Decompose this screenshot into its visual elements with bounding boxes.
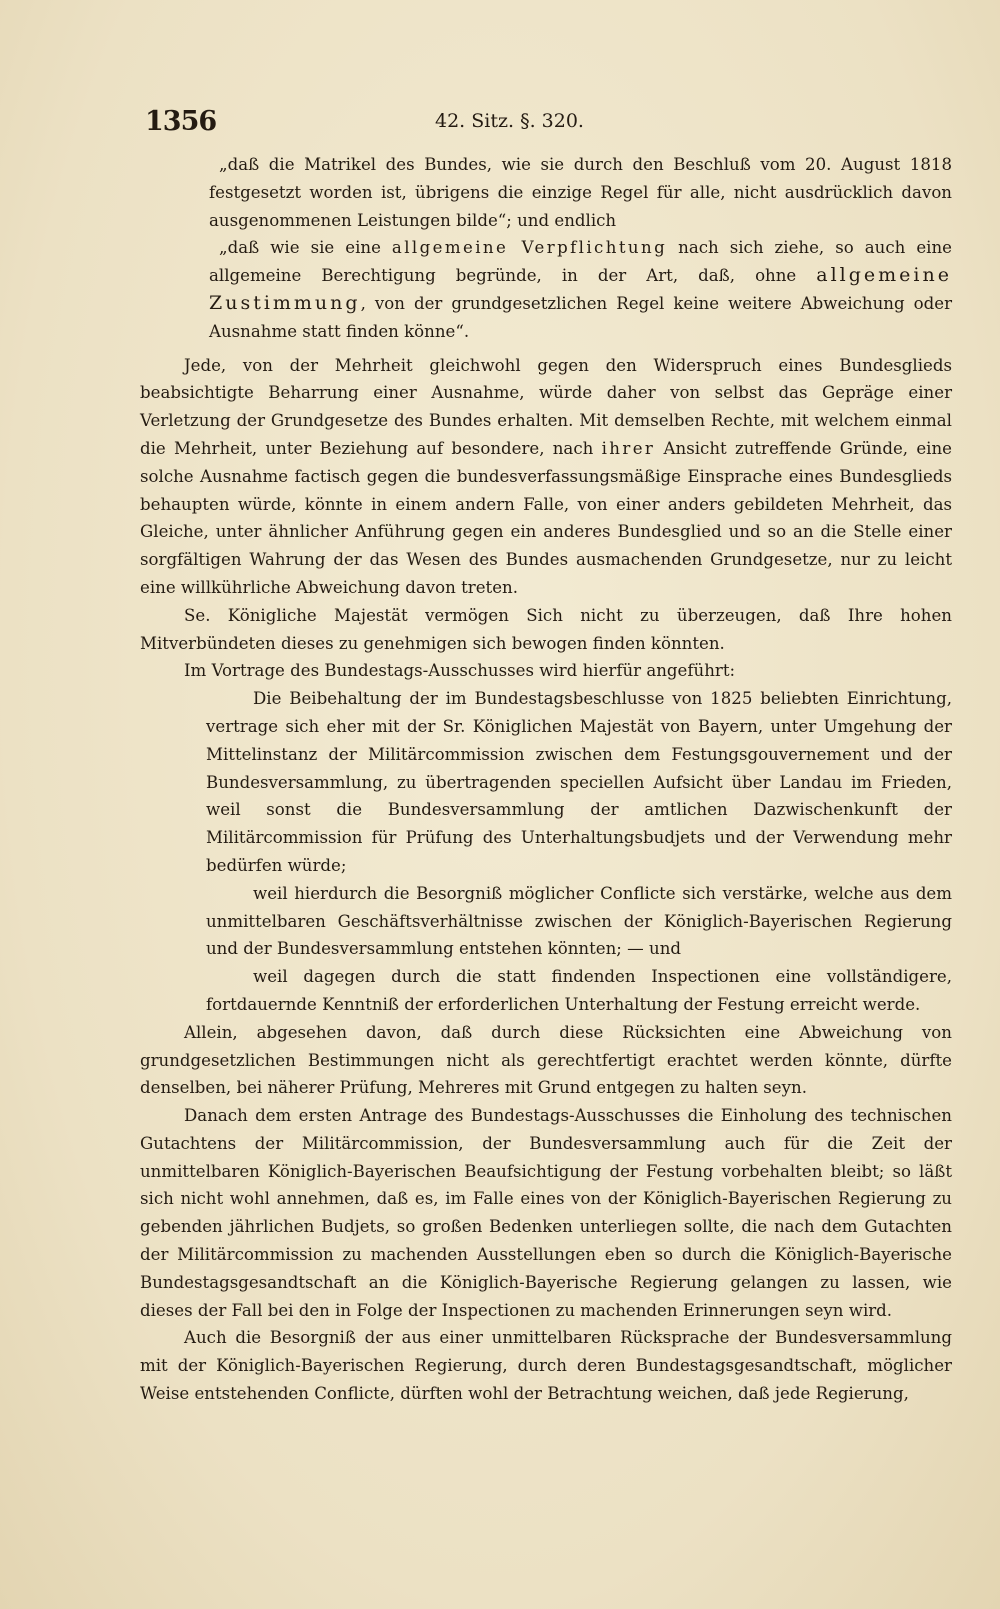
quote-text: „daß die Matrikel des Bundes, wie sie durch den Beschluß vom 20. August 1818 festgesetzt worden ist, übrigens die einzige Regel für alle, nicht ausdrücklich davon ausgenommenen Leistungen bilde“; und endlich	[209, 155, 952, 230]
quote-paragraph-1	[209, 151, 952, 234]
quote-block	[209, 151, 952, 346]
quote-paragraph-2	[209, 234, 952, 345]
quote-text-part: „daß wie sie eine	[219, 238, 392, 258]
page-header	[145, 106, 950, 142]
quote-text-part: nach sich ziehe, so auch eine allgemeine Berechtigung begründe, in der Art, daß, ohne	[209, 238, 952, 286]
argument-item: weil hierdurch die Besorgniß möglicher Conflicte sich verstärke, welche aus dem unmittelbaren Geschäftsverhältnisse zwischen der Königlich-Bayerischen Regierung und der Bundesversammlung entstehen könnten; — und	[206, 883, 952, 959]
running-head: 42. Sitz. §. 320.	[435, 110, 584, 132]
emphasized-text: allgemeine Verpflichtung	[391, 238, 668, 258]
paragraph-danach: Danach dem ersten Antrage des Bundestags-Ausschusses die Einholung des technischen Gutachtens der Militärcommission, der Bundesversammlung auch für die Zeit der unmittelbaren Königlich-Bayerischen Beaufsichtigung der Festung vorbehalten bleibt; so läßt sich nicht wohl annehmen, daß es, im Falle eines von der Königlich-Bayerischen Regierung zu gebenden jährlichen Budjets, so großen Bedenken unterliegen sollte, die nach dem Gutachten der Militärcommission zu machenden Ausstellungen eben so durch die Königlich-Bayerische Bundestagsgesandtschaft an die Königlich-Bayerische Regierung gelangen zu lassen, wie dieses der Fall bei den in Folge der Inspectionen zu machenden Erinnerungen seyn wird.	[140, 1106, 952, 1320]
paragraph-text: Jede, von der Mehrheit gleichwohl gegen den Widerspruch eines Bundesglieds beabsichtigte Beharrung einer Ausnahme, würde daher von selbst das Gepräge einer Verletzung der Grundgesetze des Bundes erhalten. Mit demselben Rechte, mit welchem einmal die Mehrheit, unter Beziehung auf besondere, nach	[140, 355, 952, 458]
paragraph-besorgniss: Auch die Besorgniß der aus einer unmittelbaren Rücksprache der Bundesversammlung mit der Königlich-Bayerischen Regierung, durch deren Bundestagsgesandtschaft, möglicher Weise entstehenden Conflicte, dürften wohl der Betrachtung weichen, daß jede Regierung,	[140, 1328, 952, 1404]
page-number: 1356	[145, 106, 217, 137]
argument-item: weil dagegen durch die statt findenden Inspectionen eine vollständigere, fortdauernde Kenntniß der erforderlichen Unterhaltung der Festung erreicht werde.	[206, 967, 952, 1014]
paragraph-majestaet: Se. Königliche Majestät vermögen Sich nicht zu überzeugen, daß Ihre hohen Mitverbündeten dieses zu genehmigen sich bewogen finden könnten.	[140, 605, 952, 653]
argument-item: Die Beibehaltung der im Bundestagsbeschlusse von 1825 beliebten Einrichtung, vertrage sich eher mit der Sr. Königlichen Majestät von Bayern, unter Umgehung der Mittelinstanz der Militärcommission zwischen dem Festungsgouvernement und der Bundesversammlung, zu übertragenden speciellen Aufsicht über Landau im Frieden, weil sonst die Bundesversammlung der amtlichen Dazwischenkunft der Militärcommission für Prüfung des Unterhaltungsbudjets und der Verwendung mehr bedürfen würde;	[206, 689, 952, 875]
paragraph-jede	[140, 352, 952, 602]
quote-text-part: , von der grundgesetzlichen Regel keine weitere Abweichung oder Ausnahme statt finden könne“.	[209, 293, 952, 341]
emphasized-text: allgemeine Zustimmung	[209, 264, 952, 314]
page-body	[140, 151, 952, 1408]
emphasized-text: ihrer	[601, 438, 656, 458]
paragraph-text: Ansicht zutreffende Gründe, eine solche Ausnahme factisch gegen die bundesverfassungsmäßige Einsprache eines Bundesglieds behaupten würde, könnte in einem andern Falle, von einer anders gebildeten Mehrheit, das Gleiche, unter ähnlicher Anführung gegen ein anderes Bundesglied und so an die Stelle einer sorgfältigen Wahrung der das Wesen des Bundes ausmachenden Grundgesetze, nur zu leicht eine willkührliche Abweichung davon treten.	[140, 438, 952, 597]
paragraph-allein: Allein, abgesehen davon, daß durch diese Rücksichten eine Abweichung von grundgesetzlichen Bestimmungen nicht als gerechtfertigt erachtet werden könnte, dürfte denselben, bei näherer Prüfung, Mehreres mit Grund entgegen zu halten seyn.	[140, 1022, 952, 1098]
argument-list	[206, 685, 952, 1019]
paragraph-vortrag: Im Vortrage des Bundestags-Ausschusses wird hierfür angeführt:	[184, 661, 736, 681]
